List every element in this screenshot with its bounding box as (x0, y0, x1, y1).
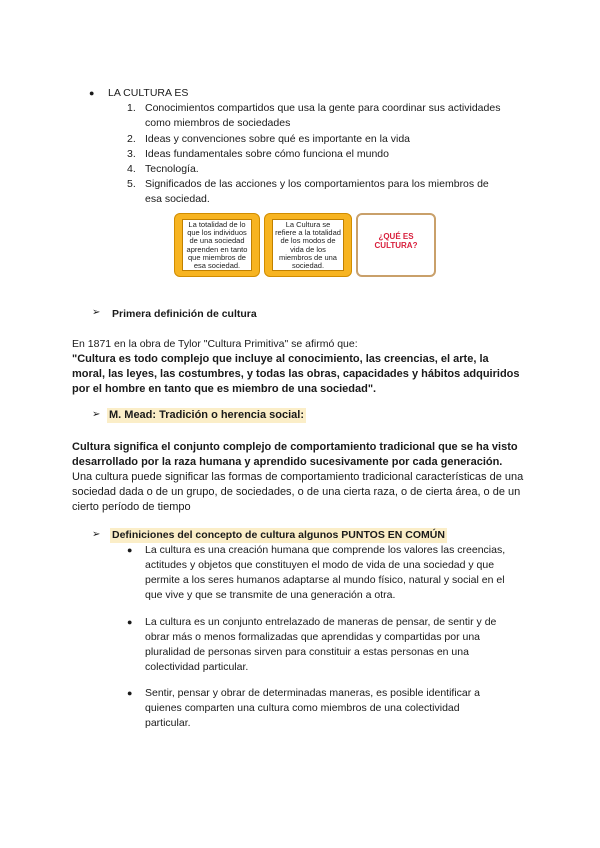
box-text: que los individuos (187, 228, 247, 238)
tylor-quote-line: por el hombre en tanto que es miembro de una sociedad". (72, 383, 377, 395)
common-point-text: que vive y que se transmite de una generación a otra. (145, 589, 396, 601)
definition-box-1 (174, 213, 260, 277)
box-text: de una sociedad (189, 236, 245, 246)
common-point-text: Sentir, pensar y obrar de determinadas maneras, es posible identificar a (145, 687, 481, 699)
box-text: miembros de una (279, 252, 337, 262)
common-point-text: La cultura es una creación humana que comprende los valores las creencias, (145, 544, 506, 556)
common-point-text: obrar más o menos formalizadas que aprendidas y compartidas por una (145, 631, 481, 643)
list-item-text: Tecnología. (145, 163, 199, 175)
list-item-text: Ideas y convenciones sobre qué es importante en la vida (145, 133, 410, 145)
common-point-text: permite a los seres humanos adaptarse al mundo físico, natural y social en el (145, 574, 505, 586)
common-point-text: particular. (145, 717, 191, 729)
section-heading-puntos-en-comun: Definiciones del concepto de cultura algunos PUNTOS EN COMÚN (112, 529, 445, 541)
mead-text-line: sociedad dada o de un grupo, de sociedades, o de una cierta raza, o de cierta área, o de un (72, 486, 521, 498)
box-text: vida de los (290, 244, 326, 254)
section-heading-mead: M. Mead: Tradición o herencia social: (109, 409, 304, 421)
list-number: 3. (127, 148, 136, 160)
common-point-text: La cultura es un conjunto entrelazado de maneras de pensar, de sentir y de (145, 616, 497, 628)
common-point-text: quienes comparten una cultura como miembros de una colectividad (145, 702, 460, 714)
list-item-text: Conocimientos compartidos que usa la gente para coordinar sus actividades (145, 102, 501, 114)
section-heading-la-cultura: LA CULTURA ES (108, 87, 189, 99)
section-heading-primera-definicion: Primera definición de cultura (112, 308, 257, 320)
mead-bold-line: desarrollado por la raza humana y aprendido sucesivamente por cada generación. (72, 456, 503, 468)
question-text: ¿QUÉ ES (378, 232, 414, 241)
bullet-icon: ● (89, 88, 95, 98)
box-text: sociedad. (291, 261, 325, 271)
question-text: CULTURA? (374, 241, 418, 250)
list-item-text: esa sociedad. (145, 193, 210, 205)
box-text: La totalidad de lo (188, 220, 246, 229)
box-text: aprenden en tanto (186, 244, 248, 254)
common-point-text: actitudes y objetos que constituyen el modo de vida de una sociedad y que (145, 559, 495, 571)
bullet-icon: ● (127, 617, 133, 627)
arrow-bullet-icon: ➢ (92, 307, 101, 318)
tylor-intro: En 1871 en la obra de Tylor "Cultura Primitiva" se afirmó que: (72, 338, 358, 350)
box-text: de los modos de (280, 236, 336, 246)
bullet-icon: ● (127, 545, 133, 555)
box-text: La Cultura se (285, 220, 331, 229)
list-number: 5. (127, 178, 136, 190)
mead-text-line: cierto período de tiempo (72, 501, 191, 513)
common-point-text: colectividad particular. (145, 661, 249, 673)
tylor-quote-line: moral, las leyes, las costumbres, y todas las obras, capacidades y hábitos adquiridos (72, 368, 520, 380)
common-point-text: pluralidad de personas sirven para constituir a estas personas en una (145, 646, 469, 658)
list-number: 1. (127, 102, 136, 114)
list-item-text: como miembros de sociedades (145, 117, 291, 129)
arrow-bullet-icon: ➢ (92, 529, 101, 540)
definition-box-2 (264, 213, 352, 277)
question-box (356, 213, 436, 277)
list-item-text: Ideas fundamentales sobre cómo funciona el mundo (145, 148, 389, 160)
mead-text-line: Una cultura puede significar las formas de comportamiento tradicional características de una (72, 471, 524, 483)
tylor-quote-line: "Cultura es todo complejo que incluye al conocimiento, las creencias, el arte, la (72, 353, 489, 365)
box-text: que miembros de (188, 252, 246, 262)
box-text: esa sociedad. (193, 261, 241, 271)
list-number: 4. (127, 163, 136, 175)
culture-definition-image (172, 212, 438, 278)
list-item-text: Significados de las acciones y los comportamientos para los miembros de (145, 178, 489, 190)
bullet-icon: ● (127, 688, 133, 698)
box-text: refiere a la totalidad (275, 228, 341, 238)
arrow-bullet-icon: ➢ (92, 409, 101, 420)
mead-bold-line: Cultura significa el conjunto complejo de comportamiento tradicional que se ha visto (72, 441, 518, 453)
list-number: 2. (127, 133, 136, 145)
